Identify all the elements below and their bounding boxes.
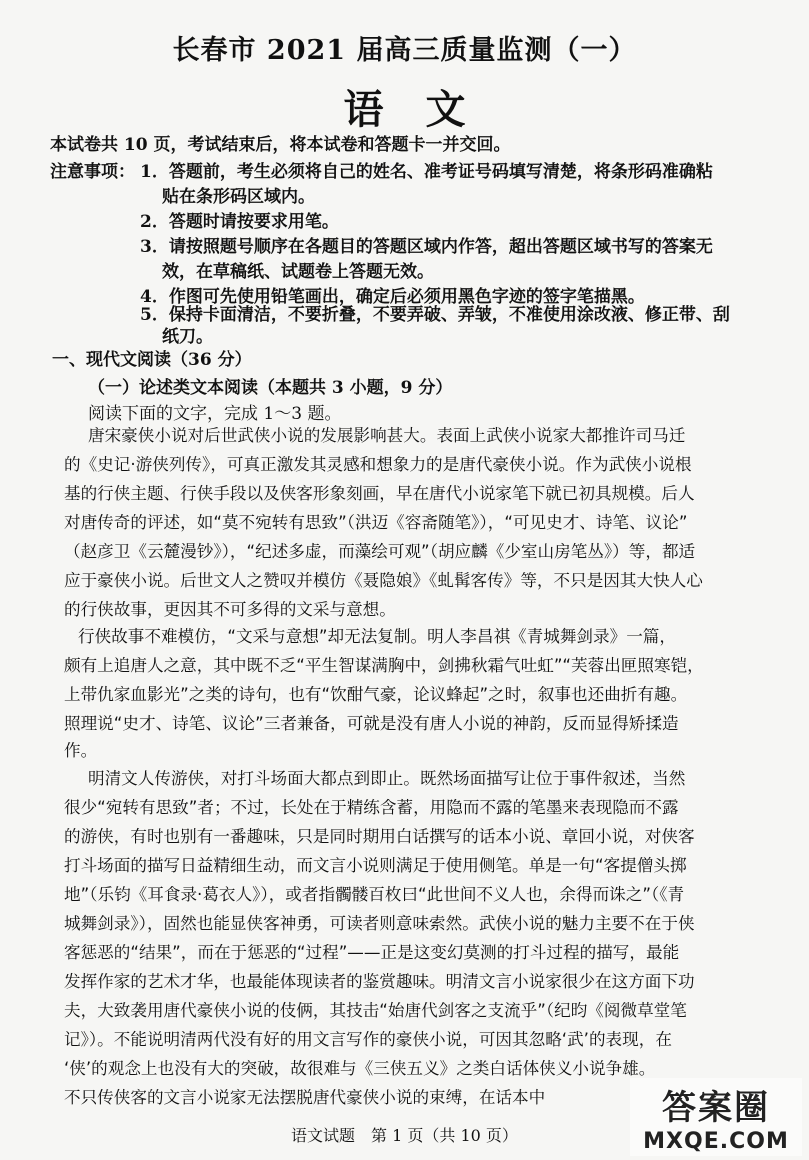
subsection-heading: （一）论述类文本阅读（本题共 3 小题，9 分） <box>88 378 453 398</box>
paragraph-3-line-11: ‘侠’的观念上也没有大的突破，故很难与《三侠五义》之类白话体侠义小说争雄。 <box>64 1059 656 1078</box>
paragraph-3-line-8: 发挥作家的艺术才华，也最能体现读者的鉴赏趣味。明清文言小说家很少在这方面下功 <box>64 972 695 991</box>
notice-item-1-line-1: 1．答题前，考生必须将自己的姓名、准考证号码填写清楚，将条形码准确粘 <box>140 162 713 182</box>
paragraph-1-line-4: 对唐传奇的评述，如“莫不宛转有思致”（洪迈《容斋随笔》），“可见史才、诗笔、议论” <box>64 513 688 532</box>
watermark-logo-text: 答案圈 <box>662 1088 770 1128</box>
paragraph-2-line-5: 作。 <box>64 741 98 760</box>
page-footer: 语文试题 第 1 页（共 10 页） <box>291 1126 518 1145</box>
paragraph-1-line-7: 的行侠故事，更因其不可多得的文采与意想。 <box>64 600 396 619</box>
paragraph-3-line-5: 地”（乐钧《耳食录·葛衣人》），或者指髑髅百枚曰“此世间不义人也，余得而诛之”（《青 <box>64 885 685 904</box>
paragraph-3-line-4: 打斗场面的描写日益精细生动，而文言小说则满足于使用侧笔。单是一句“客提僧头掷 <box>64 856 687 875</box>
paragraph-3-line-2: 很少“宛转有思致”者；不过，长处在于精练含蓄，用隐而不露的笔墨来表现隐而不露 <box>64 798 679 817</box>
notice-item-2: 2．答题时请按要求用笔。 <box>140 212 339 232</box>
paragraph-3-line-6: 城舞剑录》），固然也能显侠客神勇，可读者则意味索然。武侠小说的魅力主要不在于侠 <box>64 914 695 933</box>
watermark-url: MXQE.COM <box>643 1129 789 1154</box>
notice-label: 注意事项： <box>50 162 135 182</box>
exam-title: 长春市 2021 届高三质量监测（一） <box>172 35 637 66</box>
notice-item-3-line-1: 3．请按照题号顺序在各题目的答题区域内作答，超出答题区域书写的答案无 <box>140 237 713 257</box>
section-heading: 一、现代文阅读（36 分） <box>52 350 252 370</box>
watermark-logo <box>630 1078 802 1156</box>
paragraph-1-line-2: 的《史记·游侠列传》，可真正激发其灵感和想象力的是唐代豪侠小说。作为武侠小说根 <box>64 455 692 474</box>
reading-instruction: 阅读下面的文字，完成 1～3 题。 <box>88 404 342 424</box>
notice-item-5-line-1: 5．保持卡面清洁，不要折叠，不要弄破、弄皱，不准使用涂改液、修正带、刮 <box>140 305 730 325</box>
notice-item-1-line-2: 贴在条形码区域内。 <box>162 187 315 207</box>
paragraph-1-line-3: 基的行侠主题、行侠手段以及侠客形象刻画，早在唐代小说家笔下就已初具规模。后人 <box>64 484 695 503</box>
paragraph-2-line-3: 上带仇家血影光”之类的诗句，也有“饮酣气豪，论议蜂起”之时，叙事也还曲折有趣。 <box>64 685 688 704</box>
paragraph-3-line-9: 夫，大致袭用唐代豪侠小说的伎俩，其技击“始唐代剑客之支流乎”（纪昀《阅微草堂笔 <box>64 1001 687 1020</box>
paragraph-1-line-5: （赵彦卫《云麓漫钞》），“纪述多虚，而藻绘可观”（胡应麟《少室山房笔丛》）等，都适 <box>64 542 696 561</box>
paragraph-3-line-10: 记》）。不能说明清两代没有好的用文言写作的豪侠小说，可因其忽略‘武’的表现，在 <box>64 1030 672 1049</box>
paragraph-2-line-1: 行侠故事不难模仿，“文采与意想”却无法复制。明人李昌祺《青城舞剑录》一篇， <box>78 627 676 646</box>
paragraph-2-line-2: 颇有上追唐人之意，其中既不乏“平生智谋满胸中，剑拂秋霜气吐虹”“芙蓉出匣照寒铠， <box>64 656 704 675</box>
paragraph-4-line-1: 不只传侠客的文言小说家无法摆脱唐代豪侠小说的束缚，在话本中 <box>64 1088 546 1107</box>
paragraph-1-line-1: 唐宋豪侠小说对后世武侠小说的发展影响甚大。表面上武侠小说家大都推许司马迁 <box>88 426 686 445</box>
notice-item-5-line-2: 纸刀。 <box>162 327 213 347</box>
paragraph-3-line-1: 明清文人传游侠，对打斗场面大都点到即止。既然场面描写让位于事件叙述，当然 <box>88 769 686 788</box>
paragraph-2-line-4: 照理说“史才、诗笔、议论”三者兼备，可就是没有唐人小说的神韵，反而显得矫揉造 <box>64 714 679 733</box>
paragraph-3-line-3: 的游侠，有时也别有一番趣味，只是同时期用白话撰写的话本小说、章回小说，对侠客 <box>64 827 695 846</box>
paragraph-3-line-7: 客惩恶的“结果”，而在于惩恶的“过程”——正是这变幻莫测的打斗过程的描写，最能 <box>64 943 680 962</box>
notice-item-3-line-2: 效，在草稿纸、试题卷上答题无效。 <box>162 262 434 282</box>
paragraph-1-line-6: 应于豪侠小说。后世文人之赞叹并模仿《聂隐娘》《虬髯客传》等，不只是因其大快人心 <box>64 571 703 590</box>
subject-title: 语文 <box>343 86 508 133</box>
notice-item-4: 4．作图可先使用铅笔画出，确定后必须用黑色字迹的签字笔描黑。 <box>140 287 645 307</box>
exam-info: 本试卷共 10 页，考试结束后，将本试卷和答题卡一并交回。 <box>50 135 511 155</box>
